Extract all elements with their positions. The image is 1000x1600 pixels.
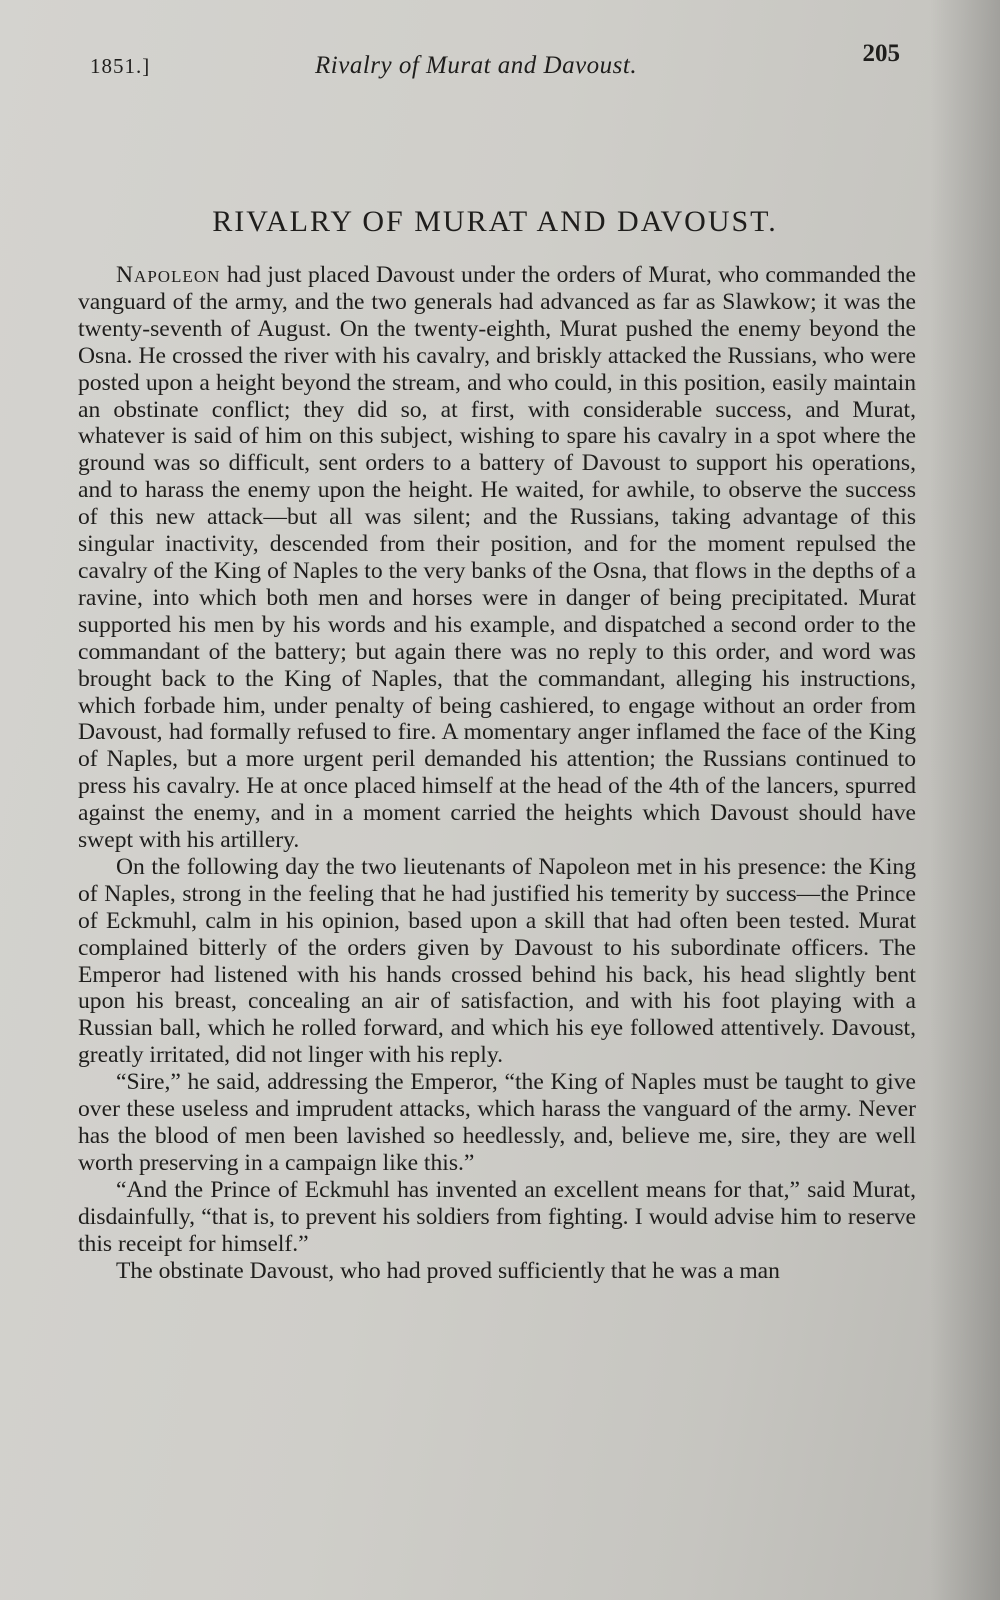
running-head [90,40,900,90]
article-body [78,262,916,1284]
article-title: RIVALRY OF MURAT AND DAVOUST. [212,205,778,238]
page-number: 205 [862,40,900,67]
paragraph-4: “And the Prince of Eckmuhl has invented an excellent means for that,” said Murat, disdainfully, “that is, to prevent his soldiers from fighting. I would advise him to reserve this receipt for himself.” [78,1176,916,1257]
paragraph-5: The obstinate Davoust, who had proved sufficiently that he was a man [116,1257,780,1284]
running-head-title: Rivalry of Murat and Davoust. [315,52,638,79]
paragraph-1-first-word: Napoleon [116,262,221,288]
paragraph-2: On the following day the two lieutenants of Napoleon met in his presence: the King of Naples, strong in the feeling that he had justified his temerity by success—the Prince of Eckmuhl, calm in his opinion, based upon a skill that had often been tested. Murat complained bitterly of the orders given by Davoust to his subordinate officers. The Emperor had listened with his hands crossed behind his back, his head slightly bent upon his breast, concealing an air of satisfaction, and with his foot playing with a Russian ball, which he rolled forward, and which his eye followed attentively. Davoust, greatly irritated, did not linger with his reply. [78,853,916,1069]
paragraph-1 [78,262,916,854]
page-edge-shadow [930,0,1000,1600]
running-head-year: 1851.] [90,54,151,78]
paragraph-1-text: had just placed Davoust under the orders of Murat, who commanded the vanguard of the army, and the two generals had advanced as far as Slawkow; it was the twenty-seventh of August. On the twenty-eighth, Murat pushed the enemy beyond the Osna. He crossed the river with his cavalry, and briskly attacked the Russians, who were posted upon a height beyond the stream, and who could, in this position, easily maintain an obstinate conflict; they did so, at first, with considerable success, and Murat, whatever is said of him on this subject, wishing to spare his cavalry in a spot where the ground was so difficult, sent orders to a battery of Davoust to support his operations, and to harass the enemy upon the height. He waited, for awhile, to observe the success of this new attack—but all was silent; and the Russians, taking advantage of this singular inactivity, descended from their position, and for the moment repulsed the cavalry of the King of Naples to the very banks of the Osna, that flows in the depths of a ravine, into which both men and horses were in danger of being precipitated. Murat supported his men by his words and his example, and dispatched a second order to the commandant of the battery; but again there was no reply to this order, and word was brought back to the King of Naples, that the commandant, alleging his instructions, which forbade him, under penalty of being cashiered, to engage without an order from Davoust, had formally refused to fire. A momentary anger inflamed the face of the King of Naples, but a more urgent peril demanded his attention; the Russians continued to press his cavalry. He at once placed himself at the head of the 4th of the lancers, spurred against the enemy, and in a moment carried the heights which Davoust should have swept with his artillery. [78,262,916,854]
paragraph-3: “Sire,” he said, addressing the Emperor, “the King of Naples must be taught to give over these useless and imprudent attacks, which harass the vanguard of the army. Never has the blood of men been lavished so heedlessly, and, believe me, sire, they are well worth preserving in a campaign like this.” [78,1069,916,1176]
